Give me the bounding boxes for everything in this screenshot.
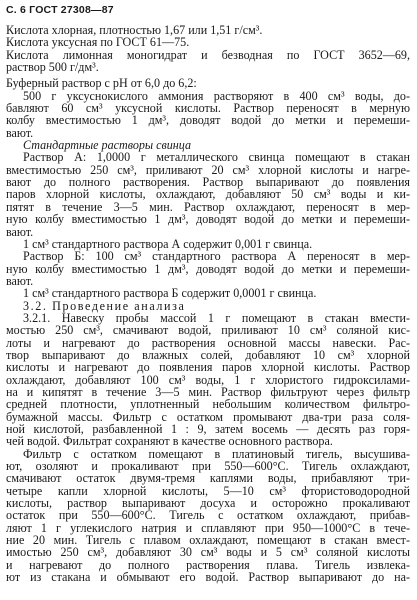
text-line: мостью 250 см³, смачивают водой, приливают 10 см³ соляной кис- <box>6 323 410 338</box>
text-line: остаток при 550—600°С. Тигель с остатком охлаждают, прибав- <box>6 508 410 523</box>
page-header: С. 6 ГОСТ 27308—87 <box>6 4 114 16</box>
text-line: Кислота лимонная моногидрат и безводная по ГОСТ 3652—69, <box>6 47 410 62</box>
text-line: имостью 250 см³, добавляют 30 см³ воды и 5 см³ соляной кислоты <box>6 545 410 560</box>
text-line: ной кислотой, разбавленной 1 : 9, затем восемь — десять раз горя- <box>6 422 410 436</box>
text-line: паров хлорной кислоты, охлаждают, добавляют 50 см³ воды и ки- <box>6 187 410 202</box>
text-line: 500 г уксуснокислого аммония растворяют в 400 см³ воды, до- <box>23 88 410 103</box>
text-line: 3.2.1. Навеску пробы массой 1 г помещают в стакан вмести- <box>23 310 410 325</box>
text-line: лоты и нагревают до растворения основной массы навески. Рас- <box>6 335 410 350</box>
text-line: 1 см³ стандартного раствора А содержит 0,001 г свинца. <box>23 236 313 251</box>
text-line: на и кипятят в течение 3—5 мин. Раствор фильтруют через фильтр <box>6 384 410 399</box>
text-line: бумажной массы. Фильтр с остатком промывают два-три раза соля- <box>6 409 410 424</box>
text-line: Кислота хлорная, плотностью 1,67 или 1,51 г/см³. <box>6 23 263 37</box>
text-line: ют, озоляют и прокаливают при 550—600°С. Тигель охлаждают, <box>6 459 410 474</box>
text-line: вместимостью 250 см³, приливают 20 см³ хлорной кислоты и нагре- <box>6 162 410 177</box>
text-line: ние 20 мин. Тигель с плавом охлаждают, помещают в стакан вмест- <box>6 533 410 548</box>
document-body <box>6 24 410 583</box>
text-line: Раствор Б: 100 см³ стандартного раствора А переносят в мер- <box>23 249 410 264</box>
text-line: чей водой. Фильтрат сохраняют в качестве основного раствора. <box>6 434 333 449</box>
text-line: четыре капли хлорной кислоты, 5—10 см³ фтористоводородной <box>6 483 410 498</box>
text-line: охлаждают, добавляют 100 см³ воды, 1 г хлористого гидроксилами- <box>6 372 410 387</box>
text-line: бавляют 60 см³ уксусной кислоты. Раствор переносят в мерную <box>6 101 410 116</box>
text-line: Буферный раствор с pH от 6,0 до 6,2: <box>6 76 197 91</box>
text-line: вают. <box>6 273 34 288</box>
text-line: средней плотности, уплотненный небольшим количеством фильтро- <box>6 397 410 412</box>
text-line: раствор 500 г/дм³. <box>6 60 99 75</box>
text-line: вают. <box>6 224 34 239</box>
text-line: кислоты, раствор выпаривают досуха и осторожно прокаливают <box>6 496 410 511</box>
text-line: смачивают остаток двумя-тремя каплями воды, прибавляют три- <box>6 471 410 486</box>
text-line: ную колбу вместимостью 1 дм³, доводят водой до метки и перемеши- <box>6 212 410 227</box>
section-heading: Стандартные растворы свинца <box>23 138 192 153</box>
text-line: колбу вместимостью 1 дм³, доводят водой до метки и перемеши- <box>6 113 410 128</box>
text-line: Кислота уксусная по ГОСТ 61—75. <box>6 35 190 50</box>
text-line: Раствор А: 1,0000 г металлического свинца помещают в стакан <box>23 150 410 165</box>
text-line: 1 см³ стандартного раствора Б содержит 0,0001 г свинца. <box>23 286 317 301</box>
text-line: вают. <box>6 125 34 140</box>
text-line: кислоты и нагревают до появления паров хлорной кислоты. Раствор <box>6 360 410 375</box>
text-line: вают до полного растворения. Раствор выпаривают до появления <box>6 175 410 190</box>
text-line: пятят в течение 3—5 мин. Раствор охлаждают, переносят в мер- <box>6 199 410 214</box>
text-line: и нагревают до полного растворения плава. Тигель извлека- <box>6 557 410 572</box>
text-line: ную колбу вместимостью 1 дм³, доводят водой до метки и перемеши- <box>6 261 410 276</box>
text-line: Фильтр с остатком помещают в платиновый тигель, высушива- <box>23 446 410 461</box>
section-heading: 3.2. Проведение анализа <box>23 298 186 313</box>
text-line: ют из стакана и обмывают его водой. Раствор выпаривают до на- <box>6 570 410 585</box>
text-line: ляют 1 г углекислого натрия и сплавляют при 950—1000°С в тече- <box>6 520 410 535</box>
text-line: твор выпаривают до влажных солей, добавляют 10 см³ хлорной <box>6 347 410 362</box>
